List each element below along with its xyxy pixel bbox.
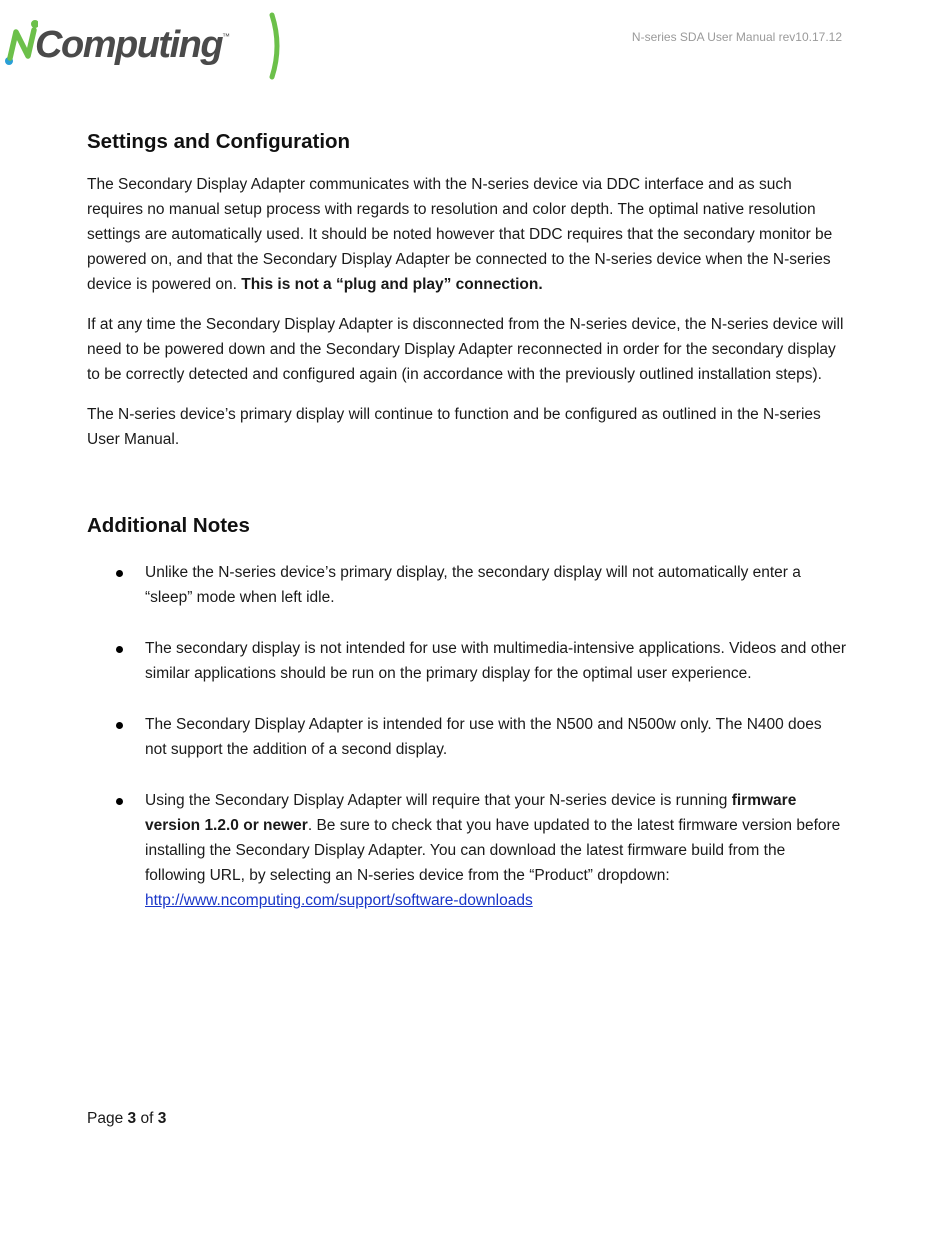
plug-and-play-warning: This is not a “plug and play” connection.: [241, 276, 543, 293]
page-label: Page: [87, 1110, 124, 1127]
ncomputing-logo: [4, 18, 244, 70]
firmware-version-requirement: firmware version 1.2.0 or newer: [145, 792, 797, 834]
bullet-icon: [116, 798, 123, 805]
settings-paragraph-3: The N-series device’s primary display will continue to function and be configured as outlined in the N-series User Manual.: [87, 406, 821, 448]
settings-paragraph-1: [87, 172, 847, 297]
document-reference: N-series SDA User Manual rev10.17.12: [631, 30, 842, 44]
notes-heading: Additional Notes: [87, 514, 250, 537]
notes-list: [87, 560, 847, 913]
bullet-icon: [116, 722, 123, 729]
note-text-1: Unlike the N-series device’s primary display, the secondary display will not automatically enter a “sleep” mode when left idle.: [145, 564, 801, 606]
logo-wordmark: Computing: [26, 24, 223, 66]
note-text-4-post: . Be sure to check that you have updated to the latest firmware version before installing the Secondary Display Adapter. You can download the latest firmware build from the following URL, by selecting an N-series device from the “Product” dropdown:: [145, 817, 841, 884]
current-page-number: 3: [127, 1110, 137, 1127]
main-content: [87, 128, 847, 939]
settings-paragraph-2: If at any time the Secondary Display Adapter is disconnected from the N-series device, the N-series device will need to be powered down and the Secondary Display Adapter reconnected in order for the secondary display to be correctly detected and configured again (in accordance with the previously outlined installation steps).: [87, 316, 844, 383]
bullet-icon: [116, 646, 123, 653]
list-item: [87, 636, 847, 686]
settings-paragraph-1-text: The Secondary Display Adapter communicates with the N-series device via DDC interface and as such requires no manual setup process with regards to resolution and color depth. The optimal native resolution settings are automatically used. It should be noted however that DDC requires that the secondary monitor be powered on, and that the Secondary Display Adapter be connected to the N-series device when the N-series device is powered on.: [87, 176, 833, 293]
software-downloads-link[interactable]: http://www.ncomputing.com/support/software-downloads: [145, 892, 533, 909]
page-number: [87, 1106, 166, 1131]
logo-bracket-icon: [266, 12, 286, 80]
list-item: [87, 712, 847, 762]
logo-trademark: ™: [222, 32, 230, 41]
total-pages-number: 3: [157, 1110, 167, 1127]
bullet-icon: [116, 570, 123, 577]
settings-heading: Settings and Configuration: [87, 130, 351, 153]
note-text-2: The secondary display is not intended for use with multimedia-intensive applications. Videos and other similar applications should be run on the primary display for the optimal user experience.: [145, 640, 847, 682]
note-text-4-pre: Using the Secondary Display Adapter will require that your N-series device is running: [145, 792, 732, 809]
note-text-3: The Secondary Display Adapter is intended for use with the N500 and N500w only. The N400 does not support the addition of a second display.: [145, 716, 822, 758]
of-label: of: [140, 1110, 154, 1127]
list-item: [87, 560, 847, 610]
list-item: [87, 788, 847, 913]
